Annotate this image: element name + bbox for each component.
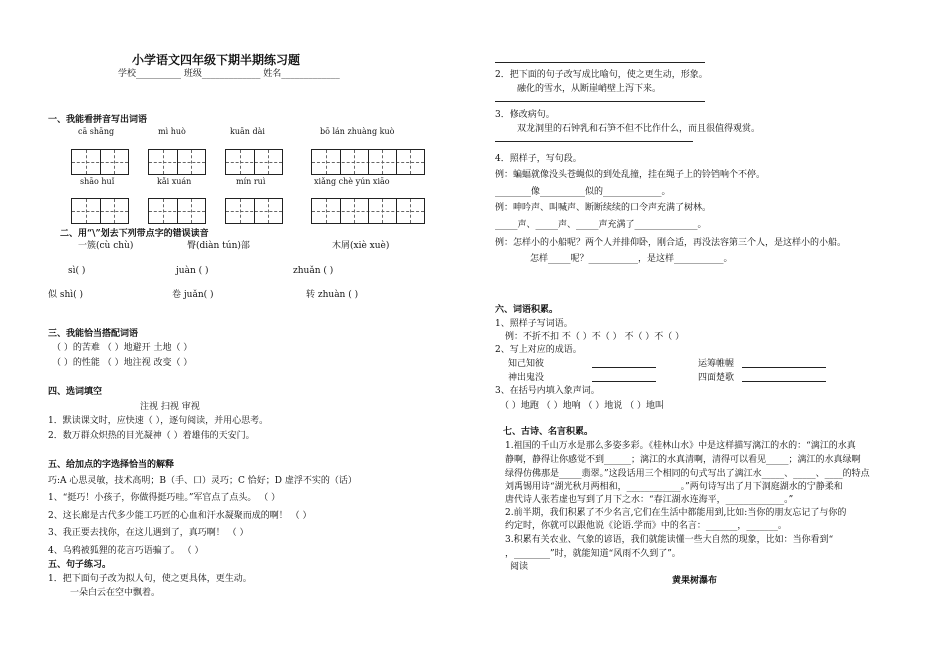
answer-line[interactable]: [742, 381, 826, 382]
word-3: 木屑(xiè xuè): [332, 241, 390, 251]
section-7-title: 七、古诗、名言积累。: [503, 427, 594, 437]
example-3-fill: 怎样_____呢？___________，是这样___________。: [530, 254, 733, 264]
section-2-title: 二、用“\”划去下列带点字的错误读音: [60, 229, 209, 239]
s6-q2: 2、写上对应的成语。: [495, 345, 582, 355]
reading-1a: sì( ): [68, 266, 86, 276]
sentence-q1: 1．把下面句子改为拟人句，使之更具体，更生动。: [48, 574, 252, 584]
writing-box[interactable]: [311, 149, 425, 175]
choice-q4: 4、乌鸦被狐狸的花言巧语骗了。 （ ）: [48, 546, 204, 556]
example-3: 例：怎样小的小船呢？两个人并排仰卧，刚合适，再没法容第三个人，是这样小的小船。: [495, 238, 847, 248]
right-q2-text: 融化的雪水，从断崖峭壁上泻下来。: [517, 84, 662, 94]
reading-3b: 转 zhuàn ( ): [306, 290, 359, 300]
choice-q3: 3、我正要去找你，在这儿遇到了，真巧啊！ （ ）: [48, 528, 249, 538]
poem-p3-l1: 3.积累有关农业、气象的谚语，我们就能读懂一些大自然的现象，比如：当你看到“: [505, 535, 834, 545]
answer-line[interactable]: [592, 367, 656, 368]
example-1-fill: ________像__________似的_____________。: [495, 187, 671, 197]
fill-q1: 1．默读课文时，应快速（ ），逐句阅读，并用心思考。: [48, 416, 269, 426]
poem-p1-l2: 静啊，静得让你感觉不到______；漓江的水真清啊，清得可以看见_____；漓江的水真绿啊: [505, 455, 861, 465]
right-q4: 4．照样子，写句段。: [495, 154, 582, 164]
poem-p1-l1: 1.祖国的千山万水是那么多姿多彩。《桂林山水》中是这样描写漓江的水的：“漓江的水真: [505, 441, 856, 451]
writing-box[interactable]: [148, 149, 206, 175]
match-row-2: （ ）的性能 （ ）地注视 改变（ ）: [52, 358, 193, 368]
pinyin-7: mín ruì: [236, 177, 266, 186]
choice-q2: 2、这长廊是古代多少能工巧匠的心血和汗水凝聚而成的啊！ （ ）: [48, 511, 312, 521]
pinyin-2: mì huò: [158, 127, 186, 136]
poem-p2-l1: 2.前半期，我们积累了不少名言,它们在生活中都能用到,比如:当你的朋友忘记了与你的: [505, 508, 847, 518]
idiom-4: 四面楚歌: [698, 373, 735, 383]
poem-p2-l2: 约定时，你就可以跟他说《论语.学而》中的名言：_______，_______。: [505, 521, 787, 531]
reading-1b: 似 shì( ): [48, 290, 84, 300]
answer-line[interactable]: [495, 101, 705, 102]
choice-q1: 1、“挺巧！小孩子，你做得挺巧哇。”军官点了点头。 （ ）: [48, 493, 281, 503]
writing-box[interactable]: [148, 198, 206, 224]
reading-3a: zhuǎn ( ): [293, 266, 334, 276]
page-title: 小学语文四年级下期半期练习题: [132, 53, 301, 67]
s6-q1-row: 例：不折不扣 不（ ）不（ ） 不（ ）不（ ）: [505, 332, 685, 342]
pinyin-6: kǎi xuán: [157, 177, 192, 186]
section-6-title: 六、词语积累。: [495, 305, 559, 315]
right-q3-text: 双龙洞里的石钟乳和石笋不但不比作什么，而且很值得观赏。: [517, 124, 761, 134]
idiom-3: 神出鬼没: [508, 373, 545, 383]
poem-p1-l5: 唐代诗人张若虚也写到了月下之水：“春江湖水连海平，_____________。”: [505, 495, 794, 505]
reading-label: 阅读: [510, 562, 529, 572]
answer-line[interactable]: [495, 141, 693, 142]
poem-p1-l3: 绿得仿佛那是_____翡翠。”这段话用三个相同的句式写出了漓江水_____、_____、____的特点: [505, 469, 870, 479]
s6-q3: 3、在括号内填入象声词。: [495, 386, 600, 396]
match-row-1: （ ）的苦难 （ ）地避开 土地（ ）: [52, 343, 193, 353]
poem-p1-l4: 刘禹锡用诗“湖光秋月两相和，____________。”两句诗写出了月下洞庭湖水的宁静柔和: [505, 482, 843, 492]
section-3-title: 三、我能恰当搭配词语: [48, 329, 139, 339]
writing-box[interactable]: [225, 149, 283, 175]
section-4-title: 四、选词填空: [48, 387, 103, 397]
pinyin-1: cā shāng: [78, 127, 115, 136]
poem-p3-l2: ，________”时，就能知道“风雨不久到了”。: [505, 549, 681, 559]
pinyin-3: kuān dài: [230, 127, 265, 136]
writing-box[interactable]: [71, 149, 129, 175]
example-2: 例：呻吟声、叫喊声、断断续续的口令声充满了树林。: [495, 203, 712, 213]
s6-q1: 1、照样子写词语。: [495, 319, 573, 329]
student-info-line: 学校__________ 班级_____________ 姓名_____________: [118, 69, 340, 79]
example-2-fill: _____声、_____声、_____声充满了______________。: [495, 220, 707, 230]
word-1: 一簇(cù chù): [78, 241, 134, 251]
explain-line: 巧:A 心思灵敏，技术高明；B（手、口）灵巧；C 恰好；D 虚浮不实的（话）: [48, 476, 357, 486]
answer-line[interactable]: [742, 367, 826, 368]
idiom-2: 运筹帷幄: [698, 359, 735, 369]
answer-line[interactable]: [495, 62, 705, 63]
pinyin-8: xiǎng chè yún xiāo: [314, 177, 390, 186]
writing-box[interactable]: [311, 198, 425, 224]
writing-box[interactable]: [225, 198, 283, 224]
s6-q3-row: （ ）地跑 （ ）地响 （ ）地说 （ ）地叫: [500, 401, 665, 411]
idiom-1: 知己知彼: [508, 359, 545, 369]
writing-box[interactable]: [71, 198, 129, 224]
word-options: 注视 扫视 审视: [140, 402, 200, 412]
right-q2: 2．把下面的句子改写成比喻句，使之更生动，形象。: [495, 70, 708, 80]
fill-q2: 2．数万群众炽热的目光凝神（ ）着雄伟的天安门。: [48, 431, 255, 441]
section-5b-title: 五、句子练习。: [48, 560, 112, 570]
example-1: 例：蝙蝠就像没头苍蝇似的到处乱撞，挂在绳子上的铃铛响个不停。: [495, 170, 766, 180]
section-1-title: 一、我能看拼音写出词语: [48, 115, 148, 125]
reading-2a: juàn ( ): [176, 266, 209, 276]
pinyin-4: bō lán zhuàng kuò: [320, 127, 395, 136]
reading-title: 黄果树瀑布: [672, 576, 718, 586]
answer-line[interactable]: [592, 381, 656, 382]
section-5-title: 五、给加点的字选择恰当的解释: [48, 460, 175, 470]
sentence-q1-text: 一朵白云在空中飘着。: [70, 588, 161, 598]
right-q3: 3．修改病句。: [495, 110, 555, 120]
pinyin-5: shāo huǐ: [80, 177, 115, 186]
reading-2b: 卷 juǎn( ): [172, 290, 214, 300]
word-2: 臀(diàn tún)部: [187, 241, 250, 251]
